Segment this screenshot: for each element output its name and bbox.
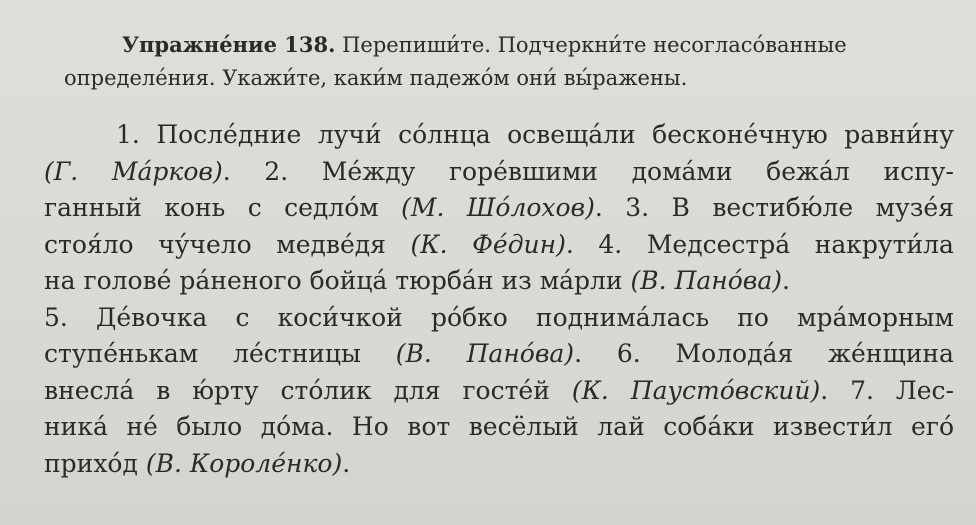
author-citation-word: Шо́лохов) — [466, 193, 595, 222]
text-word: стоя́ло — [44, 229, 134, 259]
text-word: 2. — [264, 156, 289, 186]
text-word: госте́й — [462, 375, 550, 405]
text-word: 1. — [116, 120, 140, 149]
text-word: ступе́нькам — [44, 339, 199, 368]
text-word: накрути́ла — [814, 229, 954, 259]
text-word: не́ — [126, 412, 158, 441]
text-word: . — [565, 229, 574, 259]
text-word: . — [574, 339, 583, 368]
text-word: вестибю́ле — [712, 193, 854, 222]
text-word: ле́стницы — [233, 339, 361, 368]
text-word: 4. — [598, 229, 623, 259]
text-word: В — [671, 193, 690, 222]
text-line — [44, 300, 954, 337]
author-citation-word: (В. — [395, 339, 432, 368]
citation-group — [631, 373, 828, 410]
exercise-header-line-1 — [64, 28, 944, 62]
text-line — [44, 409, 954, 446]
text-word: . — [820, 375, 829, 405]
text-word: в — [156, 375, 171, 405]
text-word: извести́л — [773, 412, 893, 441]
text-word: для — [393, 375, 441, 405]
author-citation: (В. Короле́нко) — [145, 448, 343, 478]
text-word: конь — [164, 193, 226, 222]
text-segment: . — [342, 448, 351, 478]
text-word: же́нщина — [828, 339, 954, 368]
citation-group — [112, 154, 231, 191]
text-word: его́ — [911, 412, 954, 441]
text-word: ганный — [44, 193, 142, 222]
author-citation-word: (М. — [401, 193, 445, 222]
text-word: ника́ — [44, 412, 108, 441]
text-segment: . — [782, 266, 790, 295]
author-citation-word: (К. — [571, 375, 609, 405]
text-word: Медсестра́ — [646, 229, 791, 259]
text-line — [44, 190, 954, 227]
exercise-header-line-2 — [64, 62, 944, 95]
author-citation-word: Паусто́вский) — [630, 375, 821, 405]
text-word: Но — [351, 412, 389, 441]
text-word: мра́морным — [797, 302, 954, 332]
text-word: Ме́жду — [321, 156, 416, 186]
text-line — [44, 263, 954, 300]
exercise-header — [64, 28, 944, 95]
text-word: дома́ми — [631, 156, 733, 186]
author-citation-word: Фе́дин) — [472, 229, 566, 259]
citation-group — [467, 190, 603, 227]
text-word: поднима́лась — [535, 302, 710, 332]
exercise-instruction-1: Перепиши́те. Подчеркни́те несогласо́ванные — [342, 33, 847, 57]
text-word: седло́м — [284, 193, 379, 222]
exercise-number: Упражне́ние 138. — [122, 32, 336, 57]
author-citation-word: Ма́рков) — [111, 156, 223, 186]
text-word: Де́вочка — [96, 302, 208, 332]
text-word: было — [176, 412, 243, 441]
text-word: После́дние — [156, 120, 302, 149]
text-word: 5. — [44, 302, 68, 332]
text-word: бежа́л — [766, 156, 850, 186]
text-word: коси́чкой — [277, 302, 403, 332]
exercise-instruction-2: определе́ния. Укажи́те, каки́м падежо́м они́ вы́ражены. — [64, 66, 688, 90]
text-word: бесконе́чную — [652, 120, 828, 149]
text-word: Лес- — [895, 375, 954, 405]
text-word: соба́ки — [663, 412, 755, 441]
text-line — [44, 446, 954, 483]
author-citation-word: Пано́ва) — [466, 339, 575, 368]
text-word: внесла́ — [44, 375, 135, 405]
text-word: испу- — [883, 156, 954, 186]
text-line — [44, 227, 954, 264]
text-word: 6. — [616, 339, 641, 368]
text-word: лай — [597, 412, 645, 441]
author-citation-word: (Г. — [44, 156, 79, 186]
text-word: освеща́ли — [507, 120, 636, 149]
text-line — [44, 373, 954, 410]
text-word: с — [235, 302, 250, 332]
text-word: с — [247, 193, 262, 222]
author-citation-word: (К. — [410, 229, 448, 259]
text-line — [44, 154, 954, 191]
text-word: горе́вшими — [448, 156, 598, 186]
text-word: Молода́я — [675, 339, 794, 368]
text-word: 7. — [850, 375, 874, 405]
text-word: ро́бко — [430, 302, 508, 332]
text-line — [44, 117, 954, 154]
text-word: до́ма. — [260, 412, 334, 441]
text-word: ю́рту — [192, 375, 259, 405]
text-word: чу́чело — [158, 229, 252, 259]
text-word: . — [594, 193, 603, 222]
text-word: сто́лик — [280, 375, 372, 405]
text-word: вот — [407, 412, 451, 441]
text-segment: прихо́д — [44, 448, 146, 478]
exercise-text — [44, 117, 954, 482]
author-citation: (В. Пано́ва) — [630, 266, 782, 295]
text-word: лучи́ — [317, 120, 382, 149]
text-line — [44, 336, 954, 373]
text-word: равни́ну — [844, 120, 954, 149]
text-segment: на голове́ ра́неного бойца́ тюрба́н из ма́рли — [44, 266, 631, 295]
text-word: весёлый — [468, 412, 579, 441]
text-word: 3. — [625, 193, 650, 222]
text-word: со́лнца — [398, 120, 491, 149]
text-word: медве́дя — [276, 229, 386, 259]
citation-group — [472, 227, 574, 264]
text-word: музе́я — [875, 193, 954, 222]
citation-group — [467, 336, 582, 373]
text-word: . — [222, 156, 231, 186]
text-word: по — [737, 302, 769, 332]
